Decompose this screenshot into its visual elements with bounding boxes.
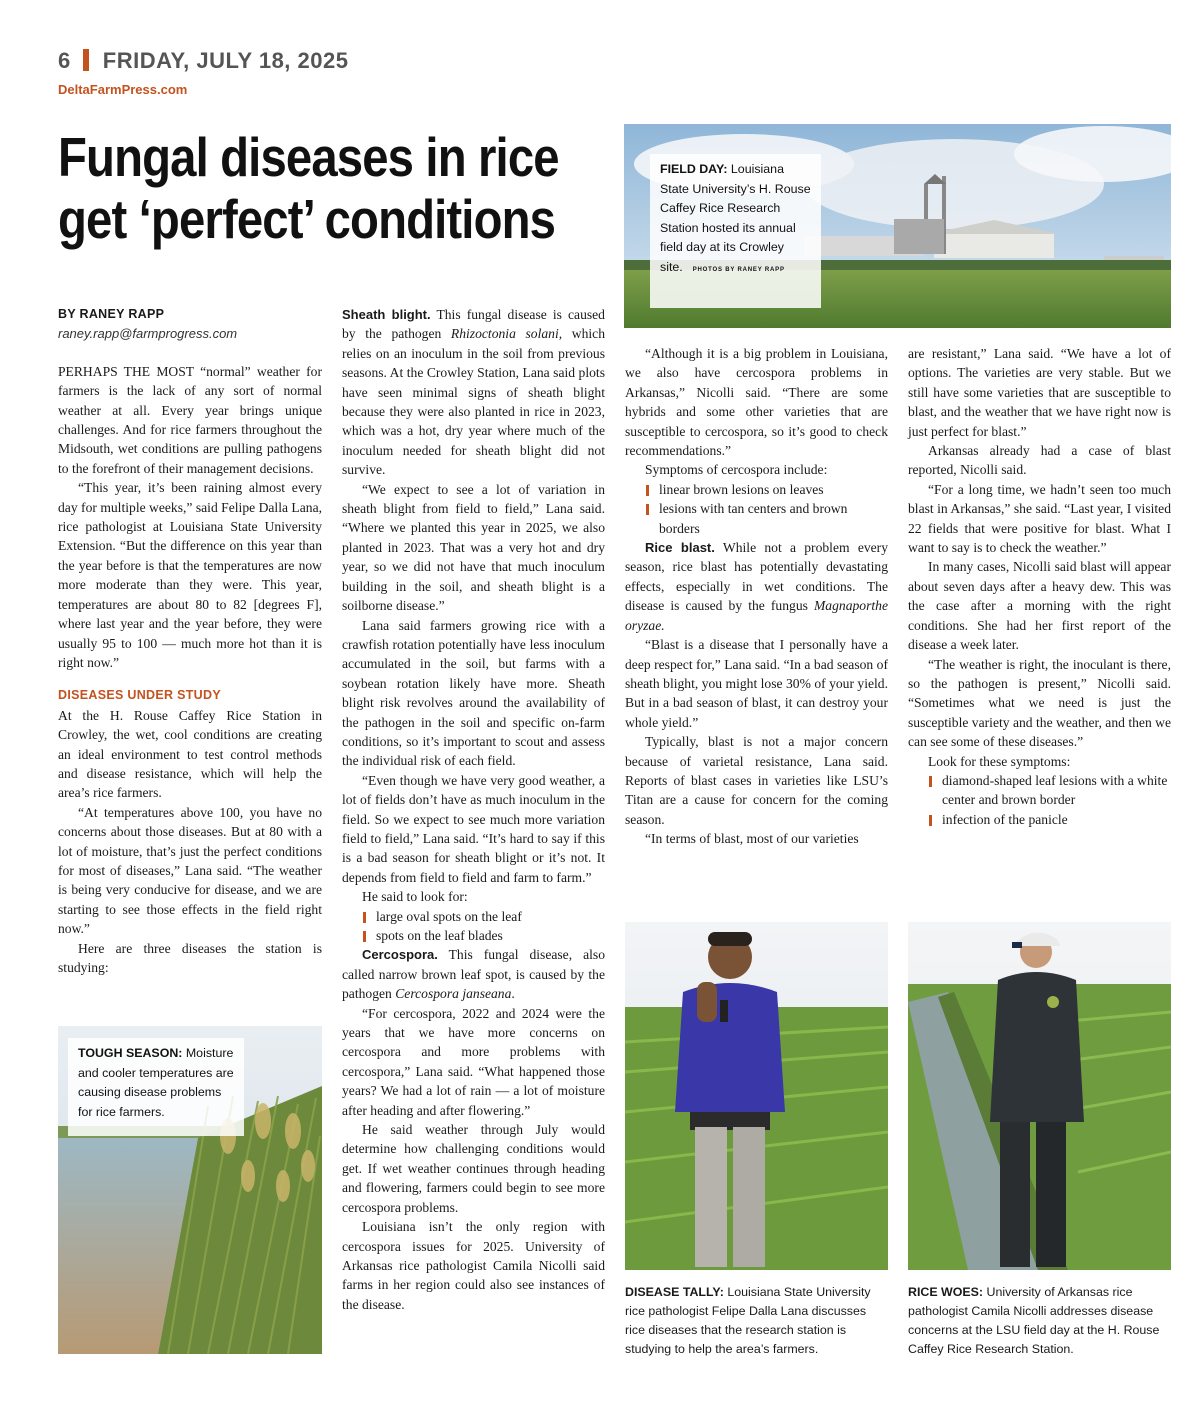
paragraph: Typically, blast is not a major concern because of varietal resistance, Lana said. Reports of blast cases in varieties like LSU’s Titan are a cause for concern for the coming season. [625,734,888,827]
tough-season-photo [58,1026,322,1354]
pathogen-name: Cercospora janseana [395,986,512,1002]
page-header [58,48,348,74]
rice-woes-caption [908,1283,1171,1359]
paragraph [342,945,605,1003]
pathogen-name: Rhizoctonia solani, [450,326,563,342]
section-runin-sheath-blight: Sheath blight. [342,307,431,322]
bullet-item: lesions with tan centers and brown borders [645,499,888,538]
paragraph [342,305,605,480]
paragraph: “Even though we have very good weather, a lot of fields don’t have as much inoculum in the field. So we expect to see much more variation field to field,” Lana said. “It’s hard to say if this is a bad season for sheath blight or it’s not. It depends from field to field and farm to farm.” [342,772,605,885]
rice-woes-caption-label: RICE WOES: [908,1285,984,1299]
page-number: 6 [58,48,71,73]
header-divider [83,49,89,71]
paragraph: Louisiana isn’t the only region with cercospora issues for 2025. University of Arkansas rice pathologist Camila Nicolli said farms in her region could also see instances of the disease. [342,1219,605,1312]
tough-season-caption-text: Moisture and cooler temperatures are causing disease problems for rice farmers. [78,1046,234,1119]
paragraph-text: which relies on an inoculum in the soil from previous seasons. At the Crowley Station, Lana said plots have seen minimal signs of sheath blight because they were also planted in rice in 2023, which was a hot, dry year where much of the inoculum needed for sheath blight did not survive. [342,326,605,478]
paragraph: “This year, it’s been raining almost every day for multiple weeks,” said Felipe Dalla Lana, rice pathologist at Louisiana State University Extension. “But the difference on this year than the year before is that the temperatures are now more moderate than they were. This year, temperatures are about 80 to 82 [degrees F], where last year and the year before, they were usually 95 to 100 — much more hot than it is right now.” [58,480,322,670]
paragraph: “Blast is a disease that I personally have a deep respect for,” Lana said. “In a bad season of sheath blight, you might lose 30% of your yield. But in a bad season of blast, it can destroy your whole yield.” [625,637,888,730]
tough-season-caption-label: TOUGH SEASON: [78,1046,183,1060]
paragraph: Arkansas already had a case of blast reported, Nicolli said. [908,443,1171,478]
rice-woes-photo [908,922,1171,1270]
rice-woes-caption-text: University of Arkansas rice pathologist Camila Nicolli addresses disease concerns at the LSU field day at the H. Rouse Caffey Rice Research Station. [908,1285,1160,1356]
disease-tally-caption-text: Louisiana State University rice pathologist Felipe Dalla Lana discusses rice diseases that the research station is studying to help the area’s farmers. [625,1285,871,1356]
author-email[interactable]: raney.rapp@farmprogress.com [58,326,238,342]
paragraph: “The weather is right, the inoculant is there, so the pathogen is present,” Nicolli said. “Sometimes what we need is just the susceptible variety and the weather, and then we can see some of these diseases.” [908,656,1171,750]
field-day-photo [624,124,1171,328]
rice-woes-image [908,922,1171,1270]
disease-tally-caption-label: DISEASE TALLY: [625,1285,724,1299]
column-1 [58,305,322,977]
paragraph: “For cercospora, 2022 and 2024 were the years that we have more concerns on cercospora and more problems with cercospora,” Lana said. “What happened those years? We had a lot of rain — a lot of moisture after heading and after flowering.” [342,1005,605,1118]
pathogen-name: Magnaporthe oryzae. [625,598,888,633]
paragraph: He said to look for: [362,889,468,905]
paragraph: “We expect to see a lot of variation in sheath blight from field to field,” Lana said. “Where we planted this year in 2025, we also planted in 2023. That was a very hot and dry year, so we did not have that much inoculum building in the soil, and sheath blight is a soilborne disease.” [342,481,605,614]
headline-line-1: Fungal diseases in rice [58,126,559,188]
headline-line-2: get ‘perfect’ conditions [58,188,556,250]
bullet-item: diamond-shaped leaf lesions with a white center and brown border [928,771,1171,810]
bullet-item: infection of the panicle [928,810,1171,829]
paragraph: “In terms of blast, most of our varieties [645,831,859,847]
paragraph-text: While not a problem every season, rice blast has potentially devastating effects, especially in wet conditions. The disease is caused by the fungus [625,540,889,614]
disease-tally-caption [625,1283,888,1359]
tough-season-caption [68,1038,244,1136]
bullet-item: large oval spots on the leaf [362,907,605,926]
column-3 [625,344,888,849]
paragraph: are resistant,” Lana said. “We have a lot of options. The varieties are very stable. But we still have some varieties that are susceptible to blast, and the weather that we have right now is just perfect for blast.” [908,346,1171,439]
issue-date: FRIDAY, JULY 18, 2025 [102,48,349,73]
paragraph: At the H. Rouse Caffey Rice Station in Crowley, the wet, cool conditions are creating an ideal environment to test control methods and disease resistance, which will help the area’s rice farmers. [58,707,322,801]
paragraph: Lana said farmers growing rice with a crawfish rotation potentially have less inoculum accumulated in the soil, but farms with a soybean rotation likely have more. Sheath blight risk revolves around the availability of the pathogen in the soil and specific on-farm conditions, so it’s important to scout and assess the individual risk of each field. [342,617,605,769]
bullet-item: spots on the leaf blades [362,926,605,945]
field-day-caption [650,154,821,308]
field-day-caption-text: Louisiana State University’s H. Rouse Caffey Rice Research Station hosted its annual field day at its Crowley site. [660,162,811,274]
column-2 [342,305,605,1314]
site-url[interactable]: DeltaFarmPress.com [58,82,188,97]
column-4 [908,344,1171,829]
paragraph-text: . [511,986,515,1002]
paragraph: Here are three diseases the station is studying: [58,940,322,975]
paragraph: “At temperatures above 100, you have no concerns about those diseases. But at 80 with a lot of moisture, that’s just the perfect conditions for most of diseases,” Lana said. “The weather is being very conducive for disease, and we are starting to see those effects in the field right now.” [58,804,322,937]
paragraph: He said weather through July would determine how challenging conditions would get. If wet weather continues through heading and flowering, farmers could begin to see more cercospora problems. [342,1122,605,1215]
disease-tally-photo [625,922,888,1270]
paragraph-text: This fungal disease, also called narrow brown leaf spot, is caused by the pathogen [342,947,605,1002]
photo-credit: PHOTOS BY RANEY RAPP [692,266,785,273]
paragraph: “For a long time, we hadn’t seen too much blast in Arkansas,” she said. “Last year, I visited 22 fields that were positive for blast. What I want to say is to check the weather.” [908,481,1171,556]
disease-tally-image [625,922,888,1270]
section-subhead: DISEASES UNDER STUDY [58,688,221,703]
paragraph: “Although it is a big problem in Louisiana, we also have cercospora problems in Arkansas,” Nicolli said. “There are some hybrids and some other varieties that are susceptible to cercospora, so it’s good to check recommendations.” [625,346,888,459]
paragraph-text: This fungal disease is caused by the pathogen [342,307,605,342]
paragraph: In many cases, Nicolli said blast will appear about seven days after a heavy dew. This was the case after a morning with the right conditions. She had her first report of the disease a week later. [908,559,1171,653]
paragraph: Symptoms of cercospora include: [645,462,828,478]
field-day-caption-label: FIELD DAY: [660,162,728,176]
paragraph: PERHAPS THE MOST “normal” weather for farmers is the lack of any sort of normal weather at all. Every year brings unique challenges. And for rice farmers throughout the Midsouth, wet conditions are pulling pathogens to the forefront of their management decisions. [58,363,322,476]
section-runin-cercospora: Cercospora. [362,947,438,963]
byline: BY RANEY RAPP [58,307,165,321]
headline [58,126,617,250]
paragraph: Look for these symptoms: [928,753,1071,769]
section-runin-rice-blast: Rice blast. [645,540,715,556]
paragraph [625,538,888,635]
bullet-item: linear brown lesions on leaves [645,480,888,499]
